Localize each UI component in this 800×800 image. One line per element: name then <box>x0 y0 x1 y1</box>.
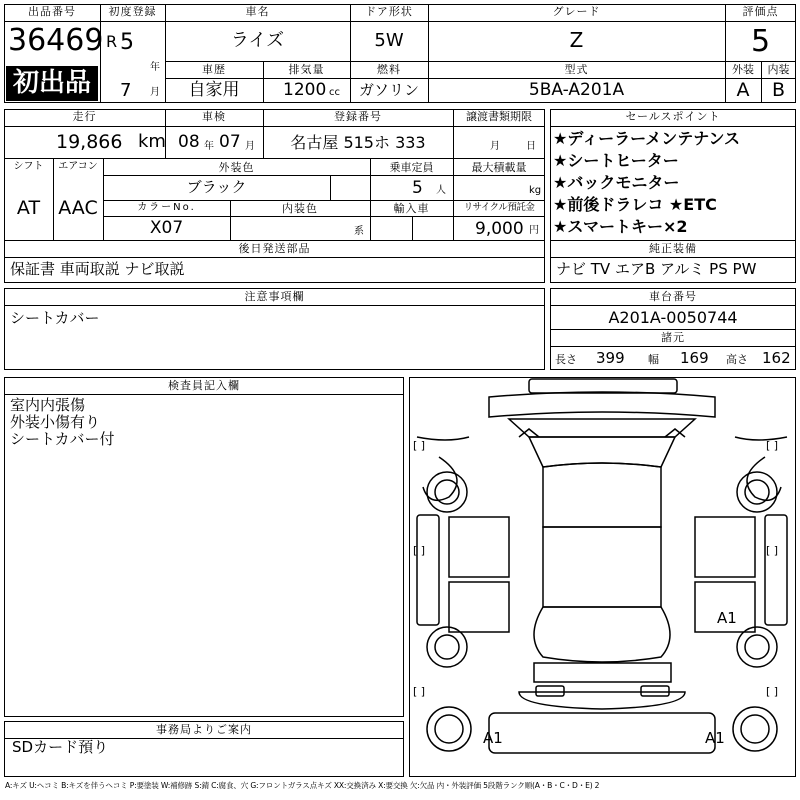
sales-point: ★シートヒーター <box>553 151 679 170</box>
ac-value: AAC <box>58 197 98 219</box>
door-value: 5W <box>374 30 404 51</box>
recycle-value: 9,000 <box>475 219 524 239</box>
inspector-line: 外装小傷有り <box>10 413 101 431</box>
color-value: ブラック <box>186 178 247 196</box>
grade-label: グレード <box>552 5 601 18</box>
plate-value: 名古屋 515ホ 333 <box>290 133 426 152</box>
inspector-label: 検査員記入欄 <box>168 379 240 392</box>
sales-point: ★バックモニター <box>553 173 680 192</box>
lot-label: 出品番号 <box>28 5 76 18</box>
interior-grade: B <box>771 79 786 101</box>
displacement-value: 1200 <box>283 80 327 100</box>
inspection-label: 車検 <box>202 110 226 123</box>
car-name: ライズ <box>230 30 285 51</box>
length-value: 399 <box>596 349 625 367</box>
equipment-label: 純正装備 <box>649 242 697 255</box>
plate-label: 登録番号 <box>334 110 382 123</box>
reg-month-unit: 月 <box>150 87 160 98</box>
dims-label: 諸元 <box>661 331 685 344</box>
recycle-unit: 円 <box>529 225 539 236</box>
inspector-line: 室内内張傷 <box>10 396 86 414</box>
mileage-value: 19,866 <box>56 131 123 153</box>
shift-label: シフト <box>13 161 44 172</box>
mileage-label: 走行 <box>72 110 97 123</box>
grade-value: Z <box>569 28 584 52</box>
width-value: 169 <box>680 349 709 367</box>
diagram-bracket: [ ] <box>413 439 426 452</box>
diagram-bracket: [ ] <box>766 439 779 452</box>
shift-value: AT <box>16 197 41 219</box>
fuel-value: ガソリン <box>358 81 419 99</box>
fuel-label: 燃料 <box>377 63 401 76</box>
exterior-grade: A <box>736 79 750 101</box>
interior-label: 内装 <box>767 63 790 76</box>
displacement-label: 排気量 <box>288 63 325 76</box>
transfer-day: 日 <box>526 141 536 152</box>
damage-mark: A1 <box>705 729 725 747</box>
score-value: 5 <box>750 24 771 59</box>
history-label: 車歴 <box>202 63 226 76</box>
diagram-bracket: [ ] <box>766 685 779 698</box>
equipment-value: ナビ TV エアB アルミ PS PW <box>556 260 757 278</box>
diagram-bracket: [ ] <box>766 544 779 557</box>
sales-points-label: セールスポイント <box>625 110 721 123</box>
length-label: 長さ <box>555 353 577 366</box>
displacement-unit: cc <box>329 87 340 98</box>
door-label: ドア形状 <box>365 5 413 18</box>
reg-year: 5 <box>120 30 134 55</box>
car-label: 車名 <box>245 5 270 18</box>
ac-label: エアコン <box>58 161 98 172</box>
exterior-label: 外装 <box>732 63 754 76</box>
width-label: 幅 <box>648 353 659 366</box>
reg-month: 7 <box>120 80 132 101</box>
history-value: 自家用 <box>188 80 240 100</box>
model-value: 5BA-A201A <box>528 80 625 100</box>
legend: A:キズ U:ヘコミ B:キズを伴うヘコミ P:要塗装 W:補修跡 S:錆 C:腐食、穴 G:フロントガラス点キズ XX:交換済み X:要交換 欠:欠品 内・外装評価 5段階ランク順(A・B・C・D・E) 2 <box>5 781 600 790</box>
seats-value: 5 <box>412 178 423 198</box>
notes-label: 注意事項欄 <box>244 290 305 303</box>
later-parts-value: 保証書 車両取説 ナビ取説 <box>10 260 185 278</box>
inspection-month-unit: 月 <box>245 141 255 152</box>
seats-label: 乗車定員 <box>389 161 434 174</box>
mileage-unit: km <box>138 131 166 152</box>
car-diagram <box>409 377 796 777</box>
import-label: 輸入車 <box>393 202 430 215</box>
interior-color-unit: 系 <box>354 226 364 237</box>
recycle-label: リサイクル預託金 <box>463 202 535 213</box>
seats-unit: 人 <box>436 185 446 196</box>
color-label: 外装色 <box>218 161 255 174</box>
diagram-bracket: [ ] <box>413 544 426 557</box>
damage-mark: A1 <box>483 729 503 747</box>
reg-era: R <box>106 32 118 51</box>
color-no-label: カラーNo. <box>137 202 196 213</box>
damage-mark: A1 <box>717 609 737 627</box>
transfer-label: 譲渡書類期限 <box>466 110 532 123</box>
height-label: 高さ <box>726 353 748 366</box>
lot-number: 36469 <box>8 23 104 58</box>
inspection-year: 08 <box>178 132 200 152</box>
later-parts-label: 後日発送部品 <box>238 242 311 255</box>
height-value: 162 <box>762 349 791 367</box>
load-unit: kg <box>529 185 542 196</box>
chassis-label: 車台番号 <box>649 290 697 303</box>
score-label: 評価点 <box>742 5 779 18</box>
inspection-month: 07 <box>219 132 241 152</box>
model-label: 型式 <box>564 63 589 76</box>
diagram-bracket: [ ] <box>413 685 426 698</box>
reg-year-unit: 年 <box>150 62 160 73</box>
reg-label: 初度登録 <box>108 5 157 18</box>
interior-color-label: 内装色 <box>282 202 318 215</box>
chassis-value: A201A-0050744 <box>608 308 738 327</box>
color-no-value: X07 <box>149 218 184 238</box>
office-value: SDカード預り <box>12 738 109 756</box>
sales-point: ★ディーラーメンテナンス <box>553 129 740 148</box>
office-label: 事務局よりご案内 <box>156 723 252 736</box>
load-label: 最大積載量 <box>471 161 527 174</box>
first-listing-badge: 初出品 <box>6 66 98 101</box>
notes-value: シートカバー <box>10 309 100 327</box>
inspection-year-unit: 年 <box>204 141 214 152</box>
inspector-line: シートカバー付 <box>10 430 115 448</box>
transfer-month: 月 <box>490 141 500 152</box>
sales-point: ★前後ドラレコ ★ETC <box>553 195 717 214</box>
sales-point: ★スマートキー×2 <box>553 217 688 236</box>
